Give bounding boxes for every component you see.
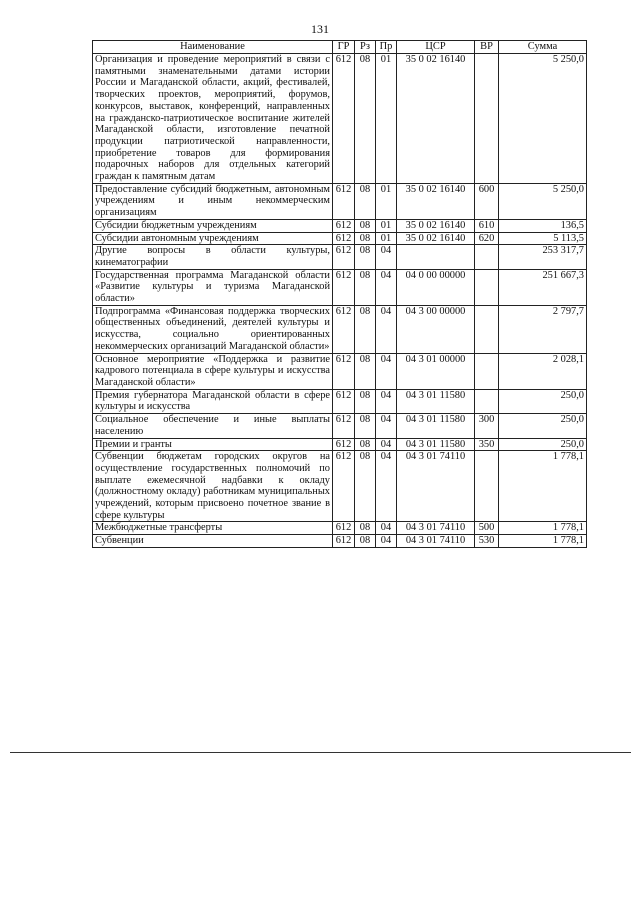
- row-pr: 04: [376, 522, 397, 535]
- row-pr: 04: [376, 269, 397, 305]
- row-amount: 1 778,1: [499, 535, 587, 548]
- row-csr: 04 3 01 00000: [397, 353, 475, 389]
- row-rz: 08: [355, 183, 376, 219]
- row-vr: 610: [475, 219, 499, 232]
- row-csr: 04 3 01 74110: [397, 535, 475, 548]
- row-vr: [475, 269, 499, 305]
- row-gr: 612: [333, 232, 355, 245]
- row-csr: 04 3 01 11580: [397, 414, 475, 438]
- row-vr: 500: [475, 522, 499, 535]
- row-amount: 251 667,3: [499, 269, 587, 305]
- row-amount: 1 778,1: [499, 522, 587, 535]
- row-vr: [475, 353, 499, 389]
- row-rz: 08: [355, 245, 376, 269]
- row-csr: 35 0 02 16140: [397, 183, 475, 219]
- row-gr: 612: [333, 305, 355, 353]
- row-name: Другие вопросы в области культуры, кинематографии: [93, 245, 333, 269]
- header-pr: Пр: [376, 41, 397, 54]
- row-amount: 250,0: [499, 389, 587, 413]
- row-pr: 01: [376, 183, 397, 219]
- row-pr: 01: [376, 219, 397, 232]
- header-gr: ГР: [333, 41, 355, 54]
- row-pr: 04: [376, 389, 397, 413]
- row-pr: 04: [376, 245, 397, 269]
- row-vr: 600: [475, 183, 499, 219]
- row-vr: [475, 245, 499, 269]
- row-amount: 2 797,7: [499, 305, 587, 353]
- table-row: [93, 414, 587, 438]
- row-gr: 612: [333, 414, 355, 438]
- table-row: [93, 522, 587, 535]
- table-row: [93, 245, 587, 269]
- row-vr: [475, 451, 499, 522]
- row-amount: 136,5: [499, 219, 587, 232]
- row-vr: 350: [475, 438, 499, 451]
- row-amount: 250,0: [499, 414, 587, 438]
- row-csr: 35 0 02 16140: [397, 232, 475, 245]
- row-vr: [475, 54, 499, 184]
- table-row: [93, 305, 587, 353]
- table-row: [93, 353, 587, 389]
- row-amount: 1 778,1: [499, 451, 587, 522]
- table-row: [93, 438, 587, 451]
- row-gr: 612: [333, 451, 355, 522]
- row-amount: 250,0: [499, 438, 587, 451]
- row-rz: 08: [355, 353, 376, 389]
- row-name: Межбюджетные трансферты: [93, 522, 333, 535]
- row-amount: 5 250,0: [499, 54, 587, 184]
- row-gr: 612: [333, 219, 355, 232]
- table-row: [93, 232, 587, 245]
- row-name: Организация и проведение мероприятий в связи с памятными знаменательными датами истории России и Магаданской области, акций, фестивалей, творческих проектов, мероприятий, форумов, конкурсов, выставок, конференций, направленных на гражданско-патриотическое воспитание жителей Магаданской области, изготовление печатной продукции патриотической направленности, приобретение товаров для формирования подарочных наборов для отдельных категорий граждан к памятным датам: [93, 54, 333, 184]
- row-csr: 04 3 01 11580: [397, 438, 475, 451]
- row-gr: 612: [333, 269, 355, 305]
- row-amount: 5 250,0: [499, 183, 587, 219]
- row-pr: 04: [376, 451, 397, 522]
- row-vr: 300: [475, 414, 499, 438]
- row-csr: 35 0 02 16140: [397, 219, 475, 232]
- row-amount: 5 113,5: [499, 232, 587, 245]
- row-rz: 08: [355, 54, 376, 184]
- header-rz: Рз: [355, 41, 376, 54]
- row-name: Основное мероприятие «Поддержка и развитие кадрового потенциала в сфере культуры и искусства Магаданской области»: [93, 353, 333, 389]
- page-number: 131: [311, 22, 329, 36]
- header-vr: ВР: [475, 41, 499, 54]
- row-rz: 08: [355, 438, 376, 451]
- row-name: Государственная программа Магаданской области «Развитие культуры и туризма Магаданской области»: [93, 269, 333, 305]
- row-rz: 08: [355, 535, 376, 548]
- row-pr: 04: [376, 353, 397, 389]
- row-name: Социальное обеспечение и иные выплаты населению: [93, 414, 333, 438]
- header-csr: ЦСР: [397, 41, 475, 54]
- row-vr: 620: [475, 232, 499, 245]
- table-row: [93, 535, 587, 548]
- row-gr: 612: [333, 183, 355, 219]
- row-name: Субвенции бюджетам городских округов на осуществление государственных полномочий по выплате ежемесячной надбавки к окладу (должностному окладу) работникам муниципальных учреждений, которым присвоено почетное звание в сфере культуры: [93, 451, 333, 522]
- row-rz: 08: [355, 269, 376, 305]
- row-pr: 04: [376, 535, 397, 548]
- row-gr: 612: [333, 522, 355, 535]
- row-pr: 04: [376, 305, 397, 353]
- row-csr: 04 3 01 74110: [397, 451, 475, 522]
- table-row: [93, 451, 587, 522]
- row-rz: 08: [355, 389, 376, 413]
- row-pr: 04: [376, 438, 397, 451]
- row-name: Предоставление субсидий бюджетным, автономным учреждениям и иным некоммерческим организациям: [93, 183, 333, 219]
- row-rz: 08: [355, 305, 376, 353]
- row-pr: 01: [376, 232, 397, 245]
- row-gr: 612: [333, 54, 355, 184]
- row-rz: 08: [355, 232, 376, 245]
- row-vr: [475, 389, 499, 413]
- bottom-divider: [10, 752, 631, 753]
- row-name: Подпрограмма «Финансовая поддержка творческих общественных объединений, деятелей культуры и искусства, социально ориентированных некоммерческих организаций Магаданской области»: [93, 305, 333, 353]
- table-row: [93, 183, 587, 219]
- row-csr: 04 3 01 11580: [397, 389, 475, 413]
- row-csr: 04 3 00 00000: [397, 305, 475, 353]
- row-pr: 04: [376, 414, 397, 438]
- row-csr: 04 3 01 74110: [397, 522, 475, 535]
- row-amount: 253 317,7: [499, 245, 587, 269]
- row-name: Субвенции: [93, 535, 333, 548]
- row-gr: 612: [333, 245, 355, 269]
- row-rz: 08: [355, 522, 376, 535]
- row-vr: 530: [475, 535, 499, 548]
- table-row: [93, 269, 587, 305]
- row-name: Субсидии бюджетным учреждениям: [93, 219, 333, 232]
- row-amount: 2 028,1: [499, 353, 587, 389]
- row-gr: 612: [333, 353, 355, 389]
- header-name: Наименование: [93, 41, 333, 54]
- row-name: Субсидии автономным учреждениям: [93, 232, 333, 245]
- row-gr: 612: [333, 535, 355, 548]
- row-rz: 08: [355, 451, 376, 522]
- table-row: [93, 54, 587, 184]
- row-csr: 04 0 00 00000: [397, 269, 475, 305]
- row-csr: [397, 245, 475, 269]
- row-vr: [475, 305, 499, 353]
- row-name: Премии и гранты: [93, 438, 333, 451]
- table-row: [93, 219, 587, 232]
- row-gr: 612: [333, 438, 355, 451]
- table-header-row: [93, 41, 587, 54]
- header-amount: Сумма: [499, 41, 587, 54]
- row-name: Премия губернатора Магаданской области в сфере культуры и искусства: [93, 389, 333, 413]
- budget-table: [92, 40, 587, 548]
- row-pr: 01: [376, 54, 397, 184]
- row-rz: 08: [355, 414, 376, 438]
- row-csr: 35 0 02 16140: [397, 54, 475, 184]
- row-gr: 612: [333, 389, 355, 413]
- row-rz: 08: [355, 219, 376, 232]
- table-row: [93, 389, 587, 413]
